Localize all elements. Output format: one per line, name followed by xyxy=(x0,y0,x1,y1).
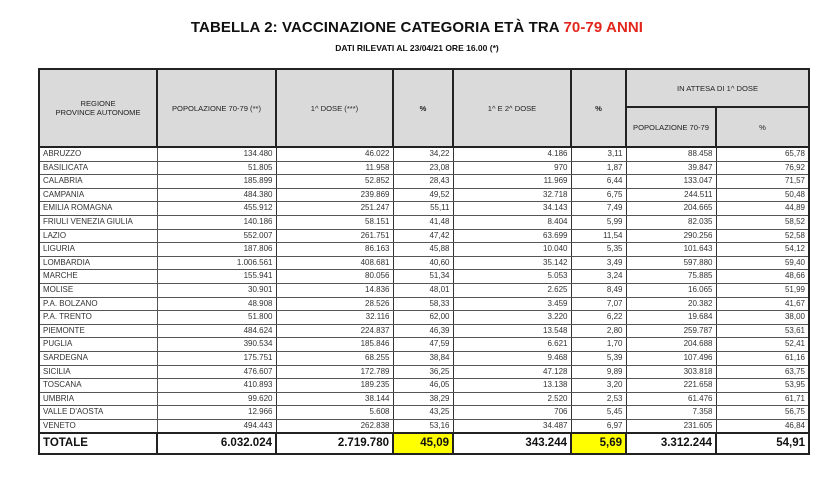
both-doses-cell: 34.143 xyxy=(453,202,571,216)
region-name-cell: LOMBARDIA xyxy=(39,256,157,270)
waiting-population-cell: 133.047 xyxy=(626,175,716,189)
both-doses-cell: 6.621 xyxy=(453,338,571,352)
header-waiting-pct: % xyxy=(716,107,809,147)
waiting-pct-cell: 38,00 xyxy=(716,311,809,325)
waiting-pct-cell: 59,40 xyxy=(716,256,809,270)
first-dose-pct-cell: 34,22 xyxy=(393,147,453,161)
region-name-cell: UMBRIA xyxy=(39,392,157,406)
population-cell: 410.893 xyxy=(157,379,276,393)
waiting-population-cell: 82.035 xyxy=(626,215,716,229)
waiting-population-cell: 221.658 xyxy=(626,379,716,393)
population-cell: 155.941 xyxy=(157,270,276,284)
first-dose-cell: 251.247 xyxy=(276,202,393,216)
first-dose-pct-cell: 38,84 xyxy=(393,351,453,365)
both-doses-pct-cell: 6,97 xyxy=(571,419,626,433)
both-doses-cell: 970 xyxy=(453,161,571,175)
region-name-cell: P.A. TRENTO xyxy=(39,311,157,325)
header-population: POPOLAZIONE 70-79 (**) xyxy=(157,69,276,147)
waiting-population-cell: 303.818 xyxy=(626,365,716,379)
first-dose-cell: 261.751 xyxy=(276,229,393,243)
population-cell: 484.380 xyxy=(157,188,276,202)
first-dose-pct-cell: 58,33 xyxy=(393,297,453,311)
table-row xyxy=(39,338,809,352)
first-dose-cell: 38.144 xyxy=(276,392,393,406)
both-doses-pct-cell: 6,22 xyxy=(571,311,626,325)
table-row xyxy=(39,147,809,161)
region-name-cell: BASILICATA xyxy=(39,161,157,175)
region-name-cell: SICILIA xyxy=(39,365,157,379)
waiting-pct-cell: 48,66 xyxy=(716,270,809,284)
first-dose-pct-cell: 49,52 xyxy=(393,188,453,202)
vaccination-table xyxy=(38,68,810,455)
table-row xyxy=(39,215,809,229)
waiting-pct-cell: 65,78 xyxy=(716,147,809,161)
both-doses-pct-cell: 9,89 xyxy=(571,365,626,379)
first-dose-pct-cell: 51,34 xyxy=(393,270,453,284)
table-row xyxy=(39,324,809,338)
waiting-population-cell: 290.256 xyxy=(626,229,716,243)
first-dose-pct-cell: 40,60 xyxy=(393,256,453,270)
region-name-cell: CAMPANIA xyxy=(39,188,157,202)
waiting-pct-cell: 61,71 xyxy=(716,392,809,406)
both-doses-cell: 10.040 xyxy=(453,243,571,257)
header-waiting-group: IN ATTESA DI 1^ DOSE xyxy=(626,69,809,107)
first-dose-cell: 239.869 xyxy=(276,188,393,202)
waiting-pct-cell: 76,92 xyxy=(716,161,809,175)
both-doses-cell: 8.404 xyxy=(453,215,571,229)
first-dose-cell: 28.526 xyxy=(276,297,393,311)
population-cell: 185.899 xyxy=(157,175,276,189)
both-doses-pct-cell: 3,49 xyxy=(571,256,626,270)
first-dose-pct-cell: 36,25 xyxy=(393,365,453,379)
population-cell: 390.534 xyxy=(157,338,276,352)
total-population: 6.032.024 xyxy=(157,433,276,454)
table-row xyxy=(39,365,809,379)
table-row xyxy=(39,406,809,420)
header-region-line2: PROVINCE AUTONOME xyxy=(55,108,141,117)
waiting-pct-cell: 53,61 xyxy=(716,324,809,338)
population-cell: 99.620 xyxy=(157,392,276,406)
table-row xyxy=(39,202,809,216)
waiting-pct-cell: 50,48 xyxy=(716,188,809,202)
table-row xyxy=(39,188,809,202)
waiting-pct-cell: 41,67 xyxy=(716,297,809,311)
total-row xyxy=(39,433,809,454)
waiting-population-cell: 204.665 xyxy=(626,202,716,216)
waiting-population-cell: 20.382 xyxy=(626,297,716,311)
total-waiting-pct: 54,91 xyxy=(716,433,809,454)
region-name-cell: PIEMONTE xyxy=(39,324,157,338)
first-dose-pct-cell: 53,16 xyxy=(393,419,453,433)
first-dose-pct-cell: 62,00 xyxy=(393,311,453,325)
table-title xyxy=(0,19,834,36)
waiting-pct-cell: 51,99 xyxy=(716,283,809,297)
header-both-doses: 1^ E 2^ DOSE xyxy=(453,69,571,147)
first-dose-cell: 14.836 xyxy=(276,283,393,297)
both-doses-pct-cell: 3,24 xyxy=(571,270,626,284)
population-cell: 187.806 xyxy=(157,243,276,257)
both-doses-pct-cell: 11,54 xyxy=(571,229,626,243)
region-name-cell: VALLE D'AOSTA xyxy=(39,406,157,420)
region-name-cell: VENETO xyxy=(39,419,157,433)
header-both-doses-pct: % xyxy=(571,69,626,147)
region-name-cell: ABRUZZO xyxy=(39,147,157,161)
population-cell: 494.443 xyxy=(157,419,276,433)
waiting-pct-cell: 44,89 xyxy=(716,202,809,216)
region-name-cell: FRIULI VENEZIA GIULIA xyxy=(39,215,157,229)
waiting-pct-cell: 71,57 xyxy=(716,175,809,189)
population-cell: 484.624 xyxy=(157,324,276,338)
both-doses-cell: 4.186 xyxy=(453,147,571,161)
both-doses-cell: 2.625 xyxy=(453,283,571,297)
both-doses-pct-cell: 8,49 xyxy=(571,283,626,297)
both-doses-cell: 34.487 xyxy=(453,419,571,433)
waiting-population-cell: 101.643 xyxy=(626,243,716,257)
table-subtitle: DATI RILEVATI AL 23/04/21 ORE 16.00 (*) xyxy=(335,43,499,53)
table-row xyxy=(39,243,809,257)
region-name-cell: P.A. BOLZANO xyxy=(39,297,157,311)
first-dose-pct-cell: 38,29 xyxy=(393,392,453,406)
first-dose-cell: 224.837 xyxy=(276,324,393,338)
region-name-cell: EMILIA ROMAGNA xyxy=(39,202,157,216)
both-doses-cell: 35.142 xyxy=(453,256,571,270)
both-doses-pct-cell: 3,11 xyxy=(571,147,626,161)
first-dose-pct-cell: 46,39 xyxy=(393,324,453,338)
first-dose-pct-cell: 23,08 xyxy=(393,161,453,175)
header-first-dose-pct: % xyxy=(393,69,453,147)
both-doses-pct-cell: 1,70 xyxy=(571,338,626,352)
first-dose-pct-cell: 45,88 xyxy=(393,243,453,257)
population-cell: 30.901 xyxy=(157,283,276,297)
first-dose-cell: 80.056 xyxy=(276,270,393,284)
both-doses-pct-cell: 2,80 xyxy=(571,324,626,338)
both-doses-cell: 3.459 xyxy=(453,297,571,311)
waiting-pct-cell: 53,95 xyxy=(716,379,809,393)
waiting-population-cell: 597.880 xyxy=(626,256,716,270)
waiting-pct-cell: 46,84 xyxy=(716,419,809,433)
header-region xyxy=(39,69,157,147)
population-cell: 51.805 xyxy=(157,161,276,175)
waiting-population-cell: 39.847 xyxy=(626,161,716,175)
population-cell: 476.607 xyxy=(157,365,276,379)
both-doses-cell: 63.699 xyxy=(453,229,571,243)
first-dose-cell: 86.163 xyxy=(276,243,393,257)
first-dose-pct-cell: 43,25 xyxy=(393,406,453,420)
first-dose-cell: 408.681 xyxy=(276,256,393,270)
title-age-range: 70-79 ANNI xyxy=(563,19,644,36)
region-name-cell: LIGURIA xyxy=(39,243,157,257)
table-row xyxy=(39,270,809,284)
table-row xyxy=(39,311,809,325)
first-dose-pct-cell: 28,43 xyxy=(393,175,453,189)
first-dose-cell: 262.838 xyxy=(276,419,393,433)
total-first-dose: 2.719.780 xyxy=(276,433,393,454)
table-row xyxy=(39,419,809,433)
waiting-pct-cell: 63,75 xyxy=(716,365,809,379)
first-dose-cell: 185.846 xyxy=(276,338,393,352)
region-name-cell: LAZIO xyxy=(39,229,157,243)
population-cell: 175.751 xyxy=(157,351,276,365)
both-doses-pct-cell: 5,39 xyxy=(571,351,626,365)
both-doses-cell: 706 xyxy=(453,406,571,420)
table-row xyxy=(39,175,809,189)
table-row xyxy=(39,379,809,393)
waiting-population-cell: 259.787 xyxy=(626,324,716,338)
first-dose-pct-cell: 48,01 xyxy=(393,283,453,297)
both-doses-cell: 9.468 xyxy=(453,351,571,365)
total-first-dose-pct: 45,09 xyxy=(393,433,453,454)
table-row xyxy=(39,351,809,365)
both-doses-pct-cell: 3,20 xyxy=(571,379,626,393)
waiting-pct-cell: 61,16 xyxy=(716,351,809,365)
region-name-cell: MARCHE xyxy=(39,270,157,284)
region-name-cell: PUGLIA xyxy=(39,338,157,352)
both-doses-cell: 11.969 xyxy=(453,175,571,189)
waiting-population-cell: 204.688 xyxy=(626,338,716,352)
table-row xyxy=(39,256,809,270)
first-dose-cell: 46.022 xyxy=(276,147,393,161)
title-prefix: TABELLA 2: VACCINAZIONE CATEGORIA ETÀ TRA xyxy=(190,19,564,36)
first-dose-cell: 172.789 xyxy=(276,365,393,379)
waiting-pct-cell: 56,75 xyxy=(716,406,809,420)
total-both-doses-pct: 5,69 xyxy=(571,433,626,454)
first-dose-pct-cell: 47,42 xyxy=(393,229,453,243)
waiting-population-cell: 16.065 xyxy=(626,283,716,297)
table-row xyxy=(39,229,809,243)
waiting-population-cell: 61.476 xyxy=(626,392,716,406)
waiting-population-cell: 107.496 xyxy=(626,351,716,365)
waiting-pct-cell: 58,52 xyxy=(716,215,809,229)
waiting-population-cell: 244.511 xyxy=(626,188,716,202)
waiting-population-cell: 88.458 xyxy=(626,147,716,161)
waiting-population-cell: 7.358 xyxy=(626,406,716,420)
both-doses-pct-cell: 7,49 xyxy=(571,202,626,216)
first-dose-cell: 11.958 xyxy=(276,161,393,175)
population-cell: 140.186 xyxy=(157,215,276,229)
both-doses-cell: 5.053 xyxy=(453,270,571,284)
population-cell: 12.966 xyxy=(157,406,276,420)
total-both-doses: 343.244 xyxy=(453,433,571,454)
waiting-pct-cell: 52,41 xyxy=(716,338,809,352)
both-doses-pct-cell: 1,87 xyxy=(571,161,626,175)
waiting-population-cell: 231.605 xyxy=(626,419,716,433)
both-doses-pct-cell: 6,44 xyxy=(571,175,626,189)
both-doses-cell: 3.220 xyxy=(453,311,571,325)
table-row xyxy=(39,297,809,311)
total-waiting-population: 3.312.244 xyxy=(626,433,716,454)
both-doses-cell: 13.138 xyxy=(453,379,571,393)
both-doses-pct-cell: 5,99 xyxy=(571,215,626,229)
region-name-cell: TOSCANA xyxy=(39,379,157,393)
both-doses-cell: 13.548 xyxy=(453,324,571,338)
first-dose-cell: 5.608 xyxy=(276,406,393,420)
population-cell: 48.908 xyxy=(157,297,276,311)
population-cell: 51.800 xyxy=(157,311,276,325)
first-dose-cell: 58.151 xyxy=(276,215,393,229)
first-dose-cell: 189.235 xyxy=(276,379,393,393)
first-dose-cell: 52.852 xyxy=(276,175,393,189)
region-name-cell: MOLISE xyxy=(39,283,157,297)
both-doses-pct-cell: 5,45 xyxy=(571,406,626,420)
first-dose-pct-cell: 47,59 xyxy=(393,338,453,352)
total-label: TOTALE xyxy=(39,433,157,454)
first-dose-cell: 68.255 xyxy=(276,351,393,365)
population-cell: 134.480 xyxy=(157,147,276,161)
table-row xyxy=(39,392,809,406)
population-cell: 552.007 xyxy=(157,229,276,243)
first-dose-pct-cell: 55,11 xyxy=(393,202,453,216)
both-doses-cell: 2.520 xyxy=(453,392,571,406)
population-cell: 455.912 xyxy=(157,202,276,216)
waiting-population-cell: 19.684 xyxy=(626,311,716,325)
waiting-pct-cell: 52,58 xyxy=(716,229,809,243)
both-doses-pct-cell: 6,75 xyxy=(571,188,626,202)
both-doses-pct-cell: 2,53 xyxy=(571,392,626,406)
both-doses-pct-cell: 7,07 xyxy=(571,297,626,311)
population-cell: 1.006.561 xyxy=(157,256,276,270)
table-row xyxy=(39,161,809,175)
both-doses-pct-cell: 5,35 xyxy=(571,243,626,257)
region-name-cell: SARDEGNA xyxy=(39,351,157,365)
waiting-pct-cell: 54,12 xyxy=(716,243,809,257)
waiting-population-cell: 75.885 xyxy=(626,270,716,284)
header-first-dose: 1^ DOSE (***) xyxy=(276,69,393,147)
first-dose-pct-cell: 46,05 xyxy=(393,379,453,393)
both-doses-cell: 32.718 xyxy=(453,188,571,202)
first-dose-pct-cell: 41,48 xyxy=(393,215,453,229)
header-region-line1: REGIONE xyxy=(80,99,116,108)
both-doses-cell: 47.128 xyxy=(453,365,571,379)
region-name-cell: CALABRIA xyxy=(39,175,157,189)
header-waiting-population: POPOLAZIONE 70-79 xyxy=(626,107,716,147)
table-body xyxy=(39,147,809,433)
first-dose-cell: 32.116 xyxy=(276,311,393,325)
table-row xyxy=(39,283,809,297)
